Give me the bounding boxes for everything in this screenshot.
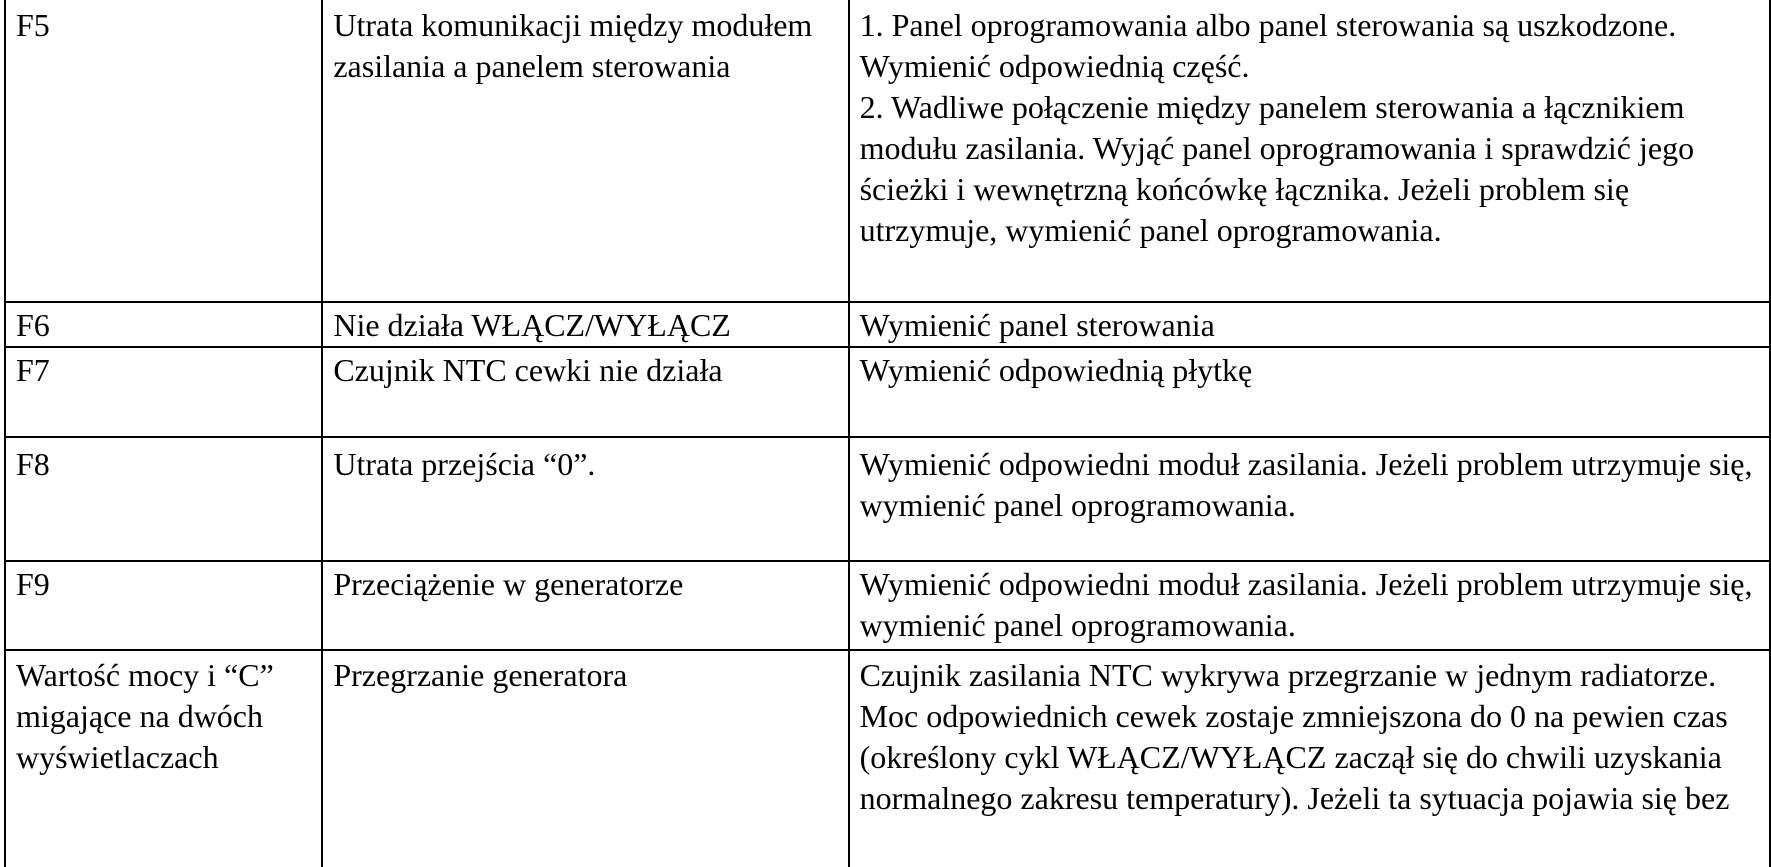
error-description-cell: Przeciążenie w generatorze (322, 561, 848, 650)
error-code-cell: F5 (5, 0, 322, 302)
table-row-f5 (5, 0, 1770, 302)
error-remedy-cell: Wymienić panel sterowania (849, 302, 1770, 347)
error-description-cell: Nie działa WŁĄCZ/WYŁĄCZ (322, 302, 848, 347)
error-code-cell: F7 (5, 347, 322, 437)
error-description-cell: Utrata komunikacji między modułem zasilania a panelem sterowania (322, 0, 848, 302)
table-row-overheat (5, 650, 1770, 867)
remedy-step-1: 1. Panel oprogramowania albo panel sterowania są uszkodzone. Wymienić odpowiednią część. (859, 7, 1677, 84)
table-row-f6 (5, 302, 1770, 347)
error-remedy-cell: Czujnik zasilania NTC wykrywa przegrzanie w jednym radiatorze. Moc odpowiednich cewek zostaje zmniejszona do 0 na pewien czas (określony cykl WŁĄCZ/WYŁĄCZ zaczął się do chwili uzyskania normalnego zakresu temperatury). Jeżeli ta sytuacja pojawia się bez (849, 650, 1770, 867)
error-code-table (4, 0, 1771, 867)
error-code-cell: Wartość mocy i “C” migające na dwóch wyświetlaczach (5, 650, 322, 867)
error-remedy-cell: Wymienić odpowiedni moduł zasilania. Jeżeli problem utrzymuje się, wymienić panel oprogramowania. (849, 561, 1770, 650)
error-remedy-cell: Wymienić odpowiednią płytkę (849, 347, 1770, 437)
error-remedy-cell: Wymienić odpowiedni moduł zasilania. Jeżeli problem utrzymuje się, wymienić panel oprogramowania. (849, 437, 1770, 561)
table-row-f8 (5, 437, 1770, 561)
error-description-cell: Przegrzanie generatora (322, 650, 848, 867)
error-code-cell: F9 (5, 561, 322, 650)
remedy-step-2: 2. Wadliwe połączenie między panelem sterowania a łącznikiem modułu zasilania. Wyjąć panel oprogramowania i sprawdzić jego ścieżki i wewnętrzną końcówkę łącznika. Jeżeli problem się utrzymuje, wymienić panel oprogramowania. (859, 89, 1695, 248)
error-description-cell: Utrata przejścia “0”. (322, 437, 848, 561)
error-code-cell: F6 (5, 302, 322, 347)
error-code-cell: F8 (5, 437, 322, 561)
table-row-f7 (5, 347, 1770, 437)
error-description-cell: Czujnik NTC cewki nie działa (322, 347, 848, 437)
table-row-f9 (5, 561, 1770, 650)
error-remedy-cell (849, 0, 1770, 302)
